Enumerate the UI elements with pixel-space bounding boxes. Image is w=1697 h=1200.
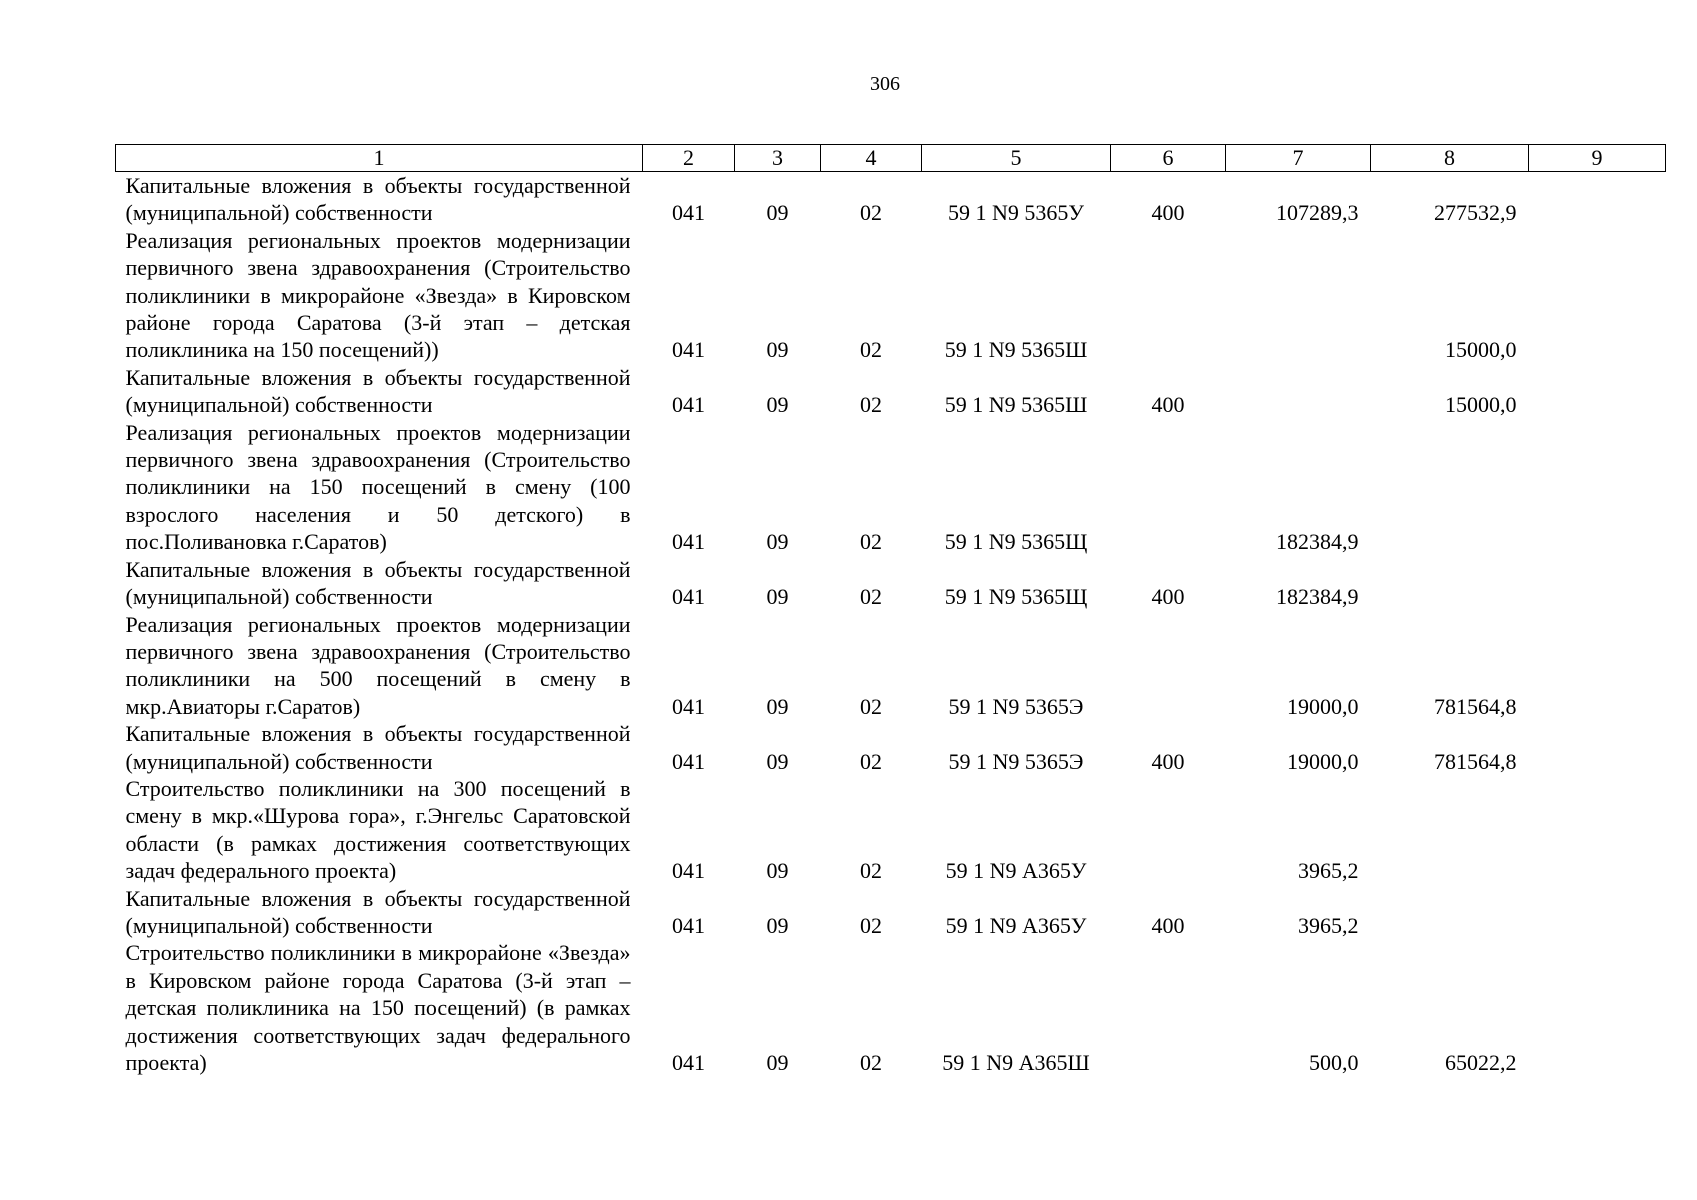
- page-number: 306: [870, 73, 900, 95]
- row-subsection-code: 02: [860, 392, 882, 418]
- row-target-article: 59 1 N9 А365Ш: [942, 1050, 1090, 1075]
- header-col-8: 8: [1371, 145, 1529, 172]
- row-subsection-code: 02: [860, 337, 882, 363]
- table-row: [116, 172, 1666, 227]
- row-target-article: 59 1 N9 5365Щ: [944, 529, 1088, 555]
- header-col-6: 6: [1111, 145, 1226, 172]
- row-amount-col-7: [1226, 227, 1371, 364]
- row-section-code: 09: [766, 693, 789, 719]
- table-row: [116, 775, 1666, 885]
- row-description: Реализация региональных проектов модернизации первичного звена здравоохранения (Строительство поликлиники на 150 посещений в смену (100 взрослого населения и 50 детского) в пос.Поливановка г.Саратов): [125, 419, 631, 555]
- row-target-article: 59 1 N9 А365У: [945, 858, 1087, 884]
- row-amount-col-7: 182384,9: [1276, 529, 1359, 555]
- row-description: Капитальные вложения в объекты государственной (муниципальной) собственности: [125, 364, 631, 418]
- table-row: [116, 611, 1666, 721]
- row-amount-col-8: 15000,0: [1445, 337, 1517, 363]
- row-expense-type: [1111, 775, 1226, 885]
- row-expense-type: 400: [1151, 748, 1185, 774]
- row-target-article: 59 1 N9 5365Ш: [944, 337, 1088, 363]
- header-col-5: 5: [922, 145, 1111, 172]
- row-expense-type: [1111, 227, 1226, 364]
- row-section-code: 09: [766, 392, 789, 418]
- table-header: [116, 145, 1666, 172]
- row-amount-col-8: [1371, 556, 1529, 611]
- header-row: [116, 145, 1666, 172]
- table-row: [116, 419, 1666, 556]
- row-description: Строительство поликлиники на 300 посещений в смену в мкр.«Шурова гора», г.Энгельс Саратовской области (в рамках достижения соответствующих задач федерального проекта): [125, 775, 631, 884]
- row-amount-col-8: 781564,8: [1434, 748, 1517, 774]
- row-expense-type: 400: [1151, 912, 1185, 938]
- table-body: [116, 172, 1666, 1077]
- row-amount-col-8: 781564,8: [1434, 693, 1517, 719]
- row-amount-col-9: [1529, 227, 1666, 364]
- row-expense-type: 400: [1151, 584, 1185, 610]
- row-ministry-code: 041: [672, 1050, 705, 1075]
- budget-table: [115, 144, 1666, 1076]
- row-ministry-code: 041: [672, 200, 705, 226]
- row-amount-col-8: [1371, 419, 1529, 556]
- header-col-4: 4: [821, 145, 922, 172]
- row-amount-col-7: 500,0: [1309, 1050, 1359, 1075]
- row-ministry-code: 041: [672, 912, 705, 938]
- row-subsection-code: 02: [860, 1050, 882, 1075]
- row-amount-col-7: 3965,2: [1298, 912, 1359, 938]
- row-section-code: 09: [766, 912, 789, 938]
- row-description: Реализация региональных проектов модернизации первичного звена здравоохранения (Строительство поликлиники в микрорайоне «Звезда» в Кировском районе города Саратова (3-й этап – детская поликлиника на 150 посещений)): [125, 227, 631, 363]
- row-description: Капитальные вложения в объекты государственной (муниципальной) собственности: [125, 885, 631, 938]
- row-expense-type: [1111, 419, 1226, 556]
- row-amount-col-9: [1529, 939, 1666, 1076]
- row-section-code: 09: [766, 584, 789, 610]
- row-target-article: 59 1 N9 5365У: [948, 200, 1084, 226]
- row-ministry-code: 041: [672, 858, 705, 884]
- row-amount-col-8: 65022,2: [1445, 1050, 1517, 1075]
- row-section-code: 09: [766, 858, 789, 884]
- row-subsection-code: 02: [860, 584, 882, 610]
- header-col-7: 7: [1226, 145, 1371, 172]
- row-section-code: 09: [766, 1050, 789, 1075]
- row-amount-col-9: [1529, 611, 1666, 721]
- row-subsection-code: 02: [860, 200, 882, 226]
- row-section-code: 09: [766, 529, 789, 555]
- row-expense-type: [1111, 611, 1226, 721]
- row-description: Капитальные вложения в объекты государственной (муниципальной) собственности: [125, 721, 631, 774]
- row-target-article: 59 1 N9 5365Щ: [944, 584, 1088, 610]
- row-amount-col-9: [1529, 172, 1666, 227]
- row-amount-col-8: 15000,0: [1445, 392, 1517, 418]
- table-row: [116, 227, 1666, 364]
- row-subsection-code: 02: [860, 529, 882, 555]
- row-description: Капитальные вложения в объекты государственной (муниципальной) собственности: [125, 173, 631, 226]
- row-amount-col-9: [1529, 419, 1666, 556]
- row-ministry-code: 041: [672, 529, 705, 555]
- row-section-code: 09: [766, 337, 789, 363]
- row-amount-col-8: 277532,9: [1434, 200, 1517, 226]
- row-subsection-code: 02: [860, 858, 882, 884]
- table-row: [116, 364, 1666, 419]
- row-target-article: 59 1 N9 5365Э: [948, 693, 1084, 719]
- row-amount-col-9: [1529, 364, 1666, 419]
- row-expense-type: 400: [1151, 200, 1185, 226]
- row-subsection-code: 02: [860, 693, 882, 719]
- table-row: [116, 556, 1666, 611]
- header-col-1: 1: [116, 145, 643, 172]
- row-amount-col-7: 182384,9: [1276, 584, 1359, 610]
- row-amount-col-8: [1371, 775, 1529, 885]
- row-description: Реализация региональных проектов модернизации первичного звена здравоохранения (Строительство поликлиники на 500 посещений в смену в мкр.Авиаторы г.Саратов): [125, 611, 631, 719]
- row-expense-type: [1111, 939, 1226, 1076]
- row-amount-col-7: 19000,0: [1287, 693, 1359, 719]
- row-section-code: 09: [766, 200, 789, 226]
- row-amount-col-9: [1529, 775, 1666, 885]
- row-ministry-code: 041: [672, 693, 705, 719]
- row-target-article: 59 1 N9 5365Э: [948, 748, 1084, 774]
- row-section-code: 09: [766, 748, 789, 774]
- table-row: [116, 885, 1666, 940]
- table-row: [116, 720, 1666, 775]
- row-amount-col-9: [1529, 556, 1666, 611]
- header-col-3: 3: [735, 145, 821, 172]
- row-target-article: 59 1 N9 А365У: [945, 912, 1087, 938]
- row-amount-col-7: 107289,3: [1276, 200, 1359, 226]
- row-amount-col-7: [1226, 364, 1371, 419]
- header-col-9: 9: [1529, 145, 1666, 172]
- header-col-2: 2: [643, 145, 735, 172]
- row-amount-col-9: [1529, 885, 1666, 940]
- row-ministry-code: 041: [672, 337, 705, 363]
- row-expense-type: 400: [1151, 392, 1185, 418]
- row-subsection-code: 02: [860, 912, 882, 938]
- row-ministry-code: 041: [672, 584, 705, 610]
- row-subsection-code: 02: [860, 748, 882, 774]
- row-target-article: 59 1 N9 5365Ш: [944, 392, 1088, 418]
- row-amount-col-7: 3965,2: [1298, 858, 1359, 884]
- row-amount-col-8: [1371, 885, 1529, 940]
- row-amount-col-9: [1529, 720, 1666, 775]
- row-amount-col-7: 19000,0: [1287, 748, 1359, 774]
- table-row: [116, 939, 1666, 1076]
- row-description: Капитальные вложения в объекты государственной (муниципальной) собственности: [125, 556, 631, 610]
- row-description: Строительство поликлиники в микрорайоне «Звезда» в Кировском районе города Саратова (3-й этап – детская поликлиника на 150 посещений) (в рамках достижения соответствующих задач федерального проекта): [125, 940, 631, 1075]
- row-ministry-code: 041: [672, 748, 705, 774]
- row-ministry-code: 041: [672, 392, 705, 418]
